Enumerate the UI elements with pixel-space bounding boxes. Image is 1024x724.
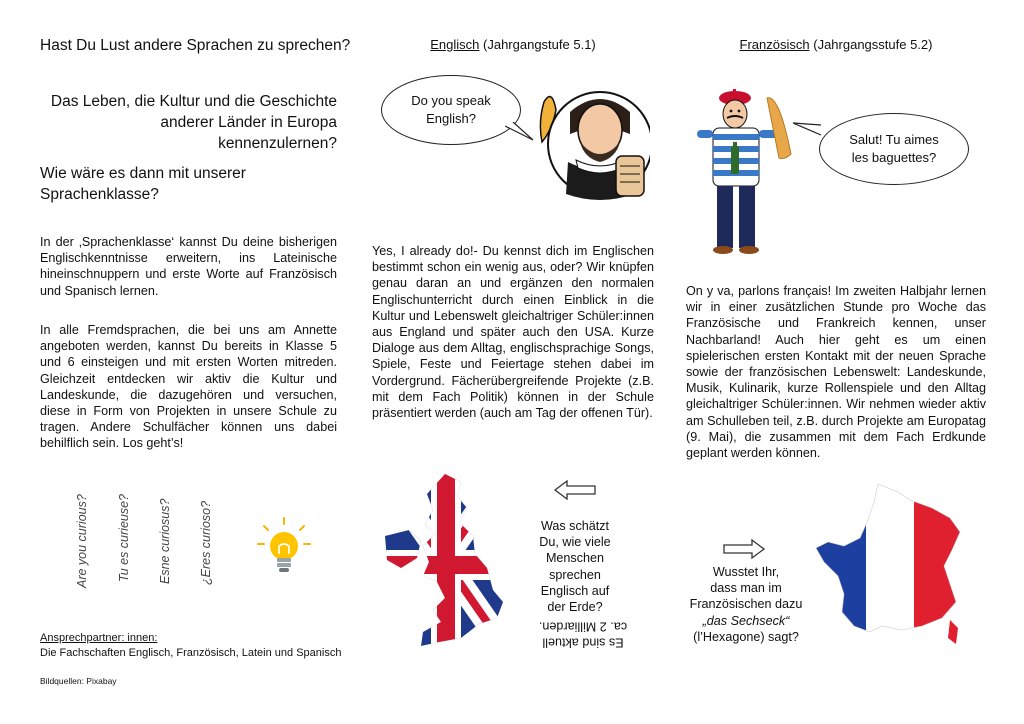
english-question: Was schätzt Du, wie viele Menschen sprechen Englisch auf der Erde? [539,519,611,615]
curious-french: Tu es curieuse? [117,493,131,582]
heading-main: Hast Du Lust andere Sprachen zu sprechen? [40,37,351,54]
contact-text: Die Fachschaften Englisch, Französisch, Latein und Spanisch [40,647,342,659]
english-title [372,37,654,52]
curious-latin: Esne curiosus? [158,498,172,584]
paragraph-languages: In alle Fremdsprachen, die bei uns am Annette angeboten werden, kannst Du bereits in Klasse 5 und 6 einsteigen und mit ersten Worten mitreden. Gleichzeit entdecken wir aktiv die Kultur und Landeskunde, die dazugehören und versuchen, diese in Form von Projekten in unsere Schule zu tragen. Andere Schulfächer können uns dabei behilflich sein. Los geht’s! [40,323,337,451]
contact-label: Ansprechpartner: innen: [40,632,158,644]
english-title-language: Englisch [430,37,480,52]
arrow-left-icon [553,479,597,501]
speech-bubble-english-text: Do you speak English? [411,93,491,126]
speech-bubble-french-text: Salut! Tu aimes les baguettes? [849,132,939,165]
french-title-language: Französisch [739,37,810,52]
english-body: Yes, I already do!- Du kennst dich im Englischen bestimmt schon ein wenig aus, oder? Wir knüpfen genau daran an und ergänzen den normalen Englischunterricht durch einen Einblick in die Kultur und Lebenswelt gleichaltriger Schüler:innen aus England und später auch den USA. Kurze Dialoge aus dem Alltag, englischsprachige Songs, Spiele, Feste und Feiertage stehen dabei im Vordergrund. Fächerübergreifende Projekte (z.B. mit dem Fach Politik) können in der Schule präsentiert werden (auch am Tag der offenen Tür). [372,244,654,421]
french-body: On y va, parlons français! Im zweiten Halbjahr lernen wir in einer zusätzlichen Stunde pro Woche das Französische und Frankreich kennen, unser Nachbarland! Auch hier geht es um einen spielerischen ersten Kontakt mit der neuen Sprache sowie der französischen Lebenswelt: Landeskunde, Musik, Kulinarik, kurze Rollenspiele und den Alltag gleichaltriger Schüler:innen. Wir nehmen wieder aktiv am Schulleben teil, z.B. durch Projekte am Europatag (9. Mai), die zusammen mit dem Fach Erdkunde geplant werden können. [686,284,986,461]
france-flag-map [814,480,966,650]
english-title-grade: (Jahrgangstufe 5.1) [483,37,596,52]
english-answer-upside-down [524,618,642,650]
french-title-grade: (Jahrgangsstufe 5.2) [813,37,933,52]
heading-culture: Das Leben, die Kultur und die Geschichte anderer Länder in Europa kennenzulernen? [50,93,337,152]
curious-spanish: ¿Eres curioso? [199,500,213,585]
paragraph-intro: In der ‚Sprachenklasse‘ kannst Du deine bisherigen Englischkenntnisse erweitern, ins Lateinische hineinschnuppern und erste Worte auf Französisch und Spanisch lernen. [40,235,337,298]
french-question-line2: dass man im [710,581,782,596]
french-question-line1: Wusstet Ihr, [712,565,780,579]
french-question-line5: (l’Hexagone) sagt? [693,629,799,644]
uk-flag-map [383,472,505,648]
speech-bubble-french [819,113,969,185]
french-question-line3: Französischen dazu [689,597,803,612]
curious-english: Are you curious? [75,494,89,588]
lightbulb-icon [256,516,312,578]
arrow-right-icon [722,538,766,560]
french-title [686,37,986,52]
french-man-illustration [695,88,795,258]
french-question [684,564,808,645]
english-answer-line1: Es sind aktuell [542,635,624,650]
english-answer-line2: ca. 2 Milliarden. [538,619,628,634]
image-source: Bildquellen: Pixabay [40,676,117,686]
speech-bubble-tail [793,121,823,139]
shakespeare-illustration [530,82,650,207]
speech-bubble-english [381,75,521,145]
heading-sprachenklasse: Wie wäre es dann mit unserer Sprachenklasse? [40,165,246,203]
french-question-line4: „das Sechseck“ [702,613,790,628]
